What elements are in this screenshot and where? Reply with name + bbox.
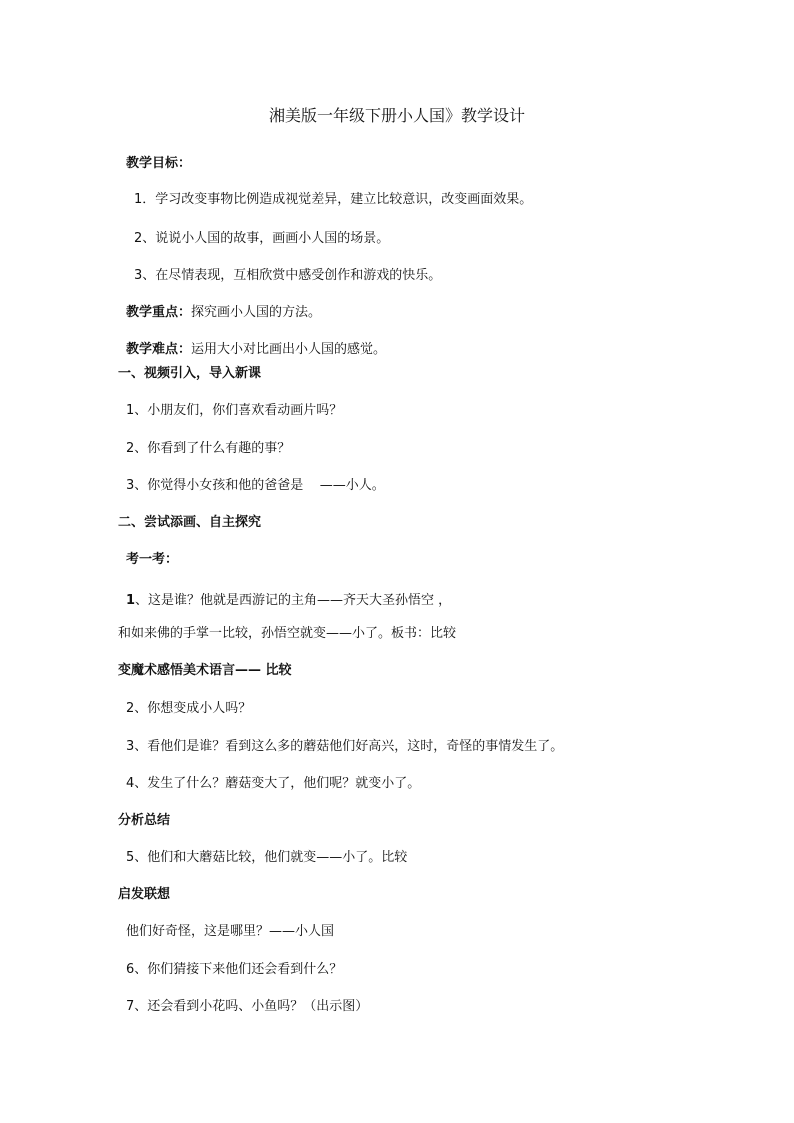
objective-item-1: 1．学习改变事物比例造成视觉差异，建立比较意识，改变画面效果。 (134, 192, 533, 207)
magic-heading: 变魔术感悟美术语言—— 比较 (118, 663, 292, 678)
analysis-item-5: 5、他们和大蘑菇比较，他们就变——小了。比较 (126, 850, 408, 865)
section1-item-2: 2、你看到了什么有趣的事？ (126, 441, 291, 456)
section1-heading: 一、视频引入，导入新课 (118, 366, 262, 381)
objective-item-2: 2、说说小人国的故事，画画小人国的场景。 (134, 231, 390, 246)
objectives-label: 教学目标： (126, 156, 192, 171)
magic-item-2: 2、你想变成小人吗？ (126, 701, 252, 716)
magic-item-4: 4、发生了什么？蘑菇变大了，他们呢？就变小了。 (126, 776, 421, 791)
section2-heading: 二、尝试添画、自主探究 (118, 515, 262, 530)
question-1 (126, 592, 451, 610)
difficulty-text: 运用大小对比画出小人国的感觉。 (191, 342, 387, 357)
key-point-line (126, 304, 321, 322)
question-1-continuation: 和如来佛的手掌一比较，孙悟空就变——小了。板书：比较 (118, 626, 457, 641)
inspire-item-6: 6、你们猜接下来他们还会看到什么？ (126, 962, 343, 977)
inspire-heading: 启发联想 (118, 887, 171, 902)
document-title: 湘美版一年级下册小人国》教学设计 (268, 106, 525, 125)
section1-item-1: 1、小朋友们，你们喜欢看动画片吗？ (126, 403, 343, 418)
section1-item-3: 3、你觉得小女孩和他的爸爸是 ——小人。 (126, 478, 385, 493)
question-1-text: 、这是谁？他就是西游记的主角——齐天大圣孙悟空 ， (135, 593, 452, 608)
objective-item-3: 3、在尽情表现，互相欣赏中感受创作和游戏的快乐。 (134, 268, 442, 283)
quiz-label: 考一考： (126, 552, 179, 567)
analysis-heading: 分析总结 (118, 813, 171, 828)
difficulty-line (126, 341, 386, 359)
inspire-item-7: 7、还会看到小花吗、小鱼吗？（出示图） (126, 999, 369, 1014)
magic-item-3: 3、看他们是谁？看到这么多的蘑菇他们好高兴，这时，奇怪的事情发生了。 (126, 739, 564, 754)
key-point-text: 探究画小人国的方法。 (191, 305, 322, 320)
key-point-label: 教学重点： (126, 305, 192, 320)
difficulty-label: 教学难点： (126, 342, 192, 357)
question-1-number: 1 (126, 593, 136, 608)
inspire-item-0: 他们好奇怪，这是哪里？——小人国 (126, 924, 335, 939)
